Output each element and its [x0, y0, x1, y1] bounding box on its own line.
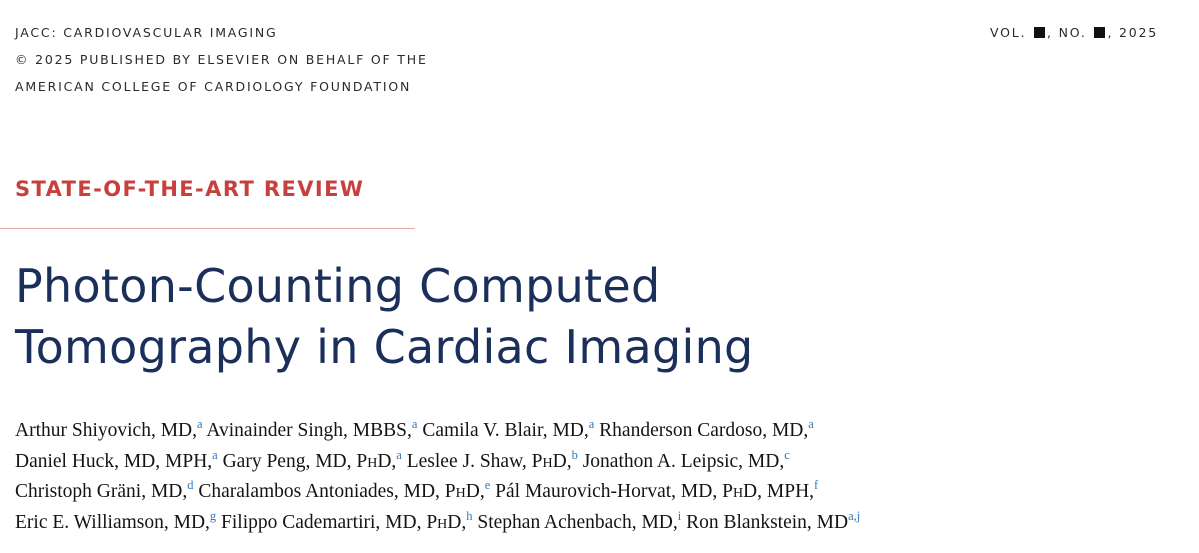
no-label: , NO.	[1047, 25, 1087, 40]
author-line: Arthur Shiyovich, MD,$^a$ Avinainder Singh, MBBS,$^a$ Camila V. Blair, MD,$^a$ Rhanderson Cardoso, MD,$^a$	[15, 417, 814, 441]
affiliation-link[interactable]: b	[571, 447, 578, 462]
author-degrees: MD	[641, 511, 673, 533]
affiliation-link[interactable]: a,j	[848, 508, 861, 523]
affiliation-link[interactable]: a	[588, 417, 595, 431]
placeholder-square-icon	[1034, 27, 1045, 38]
author-name: Camila V. Blair	[422, 420, 543, 441]
author-name: Daniel Huck	[15, 450, 115, 472]
volume-info	[990, 19, 1158, 46]
author-degrees: MD	[771, 420, 804, 441]
title-line-2: Tomography in Cardiac Imaging	[15, 320, 754, 374]
author-degrees: MD	[816, 511, 849, 533]
author-name: Stephan Achenbach	[477, 511, 632, 533]
author-name: Arthur Shiyovich	[15, 420, 151, 441]
author-degrees: MD, PhD	[385, 511, 462, 533]
affiliation-link[interactable]: e	[484, 478, 491, 492]
affiliation-link[interactable]: d	[187, 478, 194, 492]
author-name: Pál Maurovich-Horvat	[495, 481, 672, 502]
affiliation-link[interactable]: a	[808, 417, 814, 431]
author-name: Rhanderson Cardoso	[599, 420, 763, 441]
author-line: Daniel Huck, MD, MPH,$^a$ Gary Peng, MD, PhD,$^a$ Leslee J. Shaw, PhD,$^b$ Jonathon A. Leipsic, MD,$^c$	[15, 447, 790, 472]
author-degrees: MD, MPH	[123, 450, 208, 472]
author-degrees: PhD	[531, 450, 567, 472]
affiliation-link[interactable]: a	[396, 447, 402, 462]
article-title	[15, 256, 754, 378]
author-name: Gary Peng	[222, 450, 306, 472]
article-type: STATE-OF-THE-ART REVIEW	[15, 177, 365, 201]
affiliation-link[interactable]: a	[411, 417, 418, 431]
affiliation-link[interactable]: a	[197, 417, 203, 431]
author-degrees: MD	[552, 420, 584, 441]
author-name: Eric E. Williamson	[15, 511, 164, 533]
author-line: Christoph Gräni, MD,$^d$ Charalambos Antoniades, MD, PhD,$^e$ Pál Maurovich-Horvat, MD, PhD, MPH,$^f$	[15, 478, 819, 502]
affiliation-link[interactable]: f	[814, 478, 819, 492]
author-name: Avinainder Singh	[206, 420, 344, 441]
author-degrees: MD	[173, 511, 206, 533]
publisher-line-2: AMERICAN COLLEGE OF CARDIOLOGY FOUNDATION	[15, 79, 412, 94]
author-degrees: MD, PhD	[403, 481, 480, 502]
author-list	[15, 416, 860, 538]
author-degrees: MD	[160, 420, 193, 441]
author-degrees: MD, PhD, MPH	[680, 481, 810, 502]
author-name: Jonathon A. Leipsic	[582, 450, 739, 472]
affiliation-link[interactable]: c	[784, 447, 790, 462]
journal-header	[15, 19, 428, 100]
author-line: Eric E. Williamson, MD,$^g$ Filippo Cademartiri, MD, PhD,$^h$ Stephan Achenbach, MD,$^i$ Ron Blankstein, MD$^{a,j}$	[15, 508, 861, 533]
title-line-1: Photon-Counting Computed	[15, 259, 661, 313]
section-divider	[0, 228, 415, 229]
affiliation-link[interactable]: g	[209, 508, 217, 523]
vol-label: VOL.	[989, 25, 1027, 40]
author-name: Ron Blankstein	[686, 511, 807, 533]
affiliation-link[interactable]: i	[677, 508, 682, 523]
journal-name: JACC: CARDIOVASCULAR IMAGING	[15, 25, 278, 40]
author-degrees: MD	[747, 450, 780, 472]
author-degrees: MBBS	[352, 420, 407, 441]
publisher-line-1: © 2025 PUBLISHED BY ELSEVIER ON BEHALF OF THE	[15, 52, 428, 67]
author-name: Filippo Cademartiri	[221, 511, 376, 533]
author-name: Christoph Gräni	[15, 481, 142, 502]
author-degrees: MD	[150, 481, 183, 502]
author-name: Leslee J. Shaw	[406, 450, 522, 472]
placeholder-square-icon	[1094, 27, 1105, 38]
affiliation-link[interactable]: a	[212, 447, 218, 462]
affiliation-link[interactable]: h	[466, 508, 473, 523]
author-name: Charalambos Antoniades	[198, 481, 394, 502]
author-degrees: MD, PhD	[315, 450, 392, 472]
year-label: , 2025	[1107, 25, 1158, 40]
